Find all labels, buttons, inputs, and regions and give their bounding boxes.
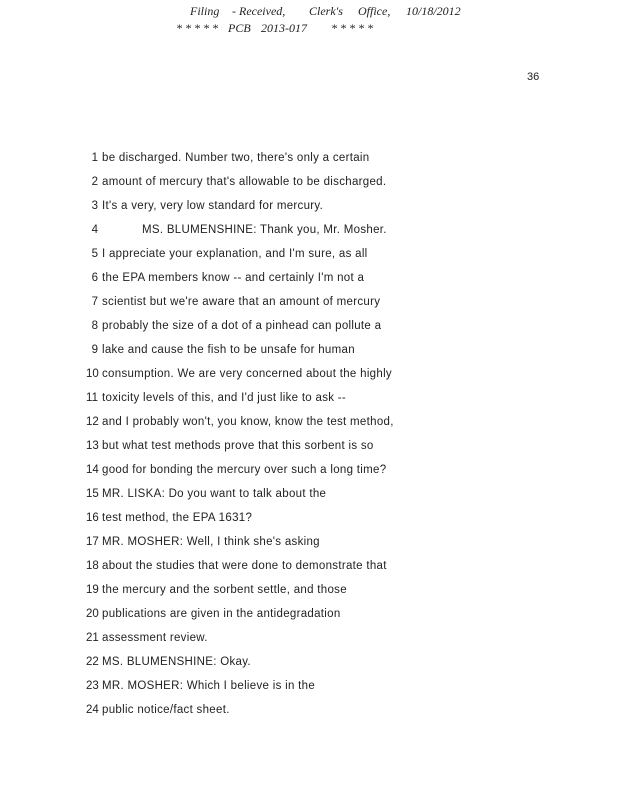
line-number: 18 — [86, 560, 99, 572]
transcript-line — [0, 560, 618, 578]
header-pcb: PCB — [228, 21, 251, 35]
transcript-line — [0, 272, 618, 290]
line-number: 15 — [86, 488, 99, 500]
transcript-line — [0, 200, 618, 218]
transcript-line — [0, 296, 618, 314]
transcript-line — [0, 608, 618, 626]
line-number: 17 — [86, 536, 99, 548]
line-text: public notice/fact sheet. — [102, 704, 230, 716]
line-number: 12 — [86, 416, 99, 428]
filing-header — [0, 4, 618, 20]
line-text: publications are given in the antidegradation — [102, 608, 341, 620]
line-number: 11 — [86, 392, 98, 404]
line-text: MR. MOSHER: Which I believe is in the — [102, 680, 316, 692]
transcript-line — [0, 368, 618, 386]
header-office: Office, — [358, 4, 391, 18]
transcript-line — [0, 512, 618, 530]
line-number: 3 — [91, 200, 98, 212]
transcript-line — [0, 416, 618, 434]
header-case-number: 2013-017 — [261, 21, 307, 35]
header-received: - Received, — [232, 4, 286, 18]
line-number: 10 — [86, 368, 99, 380]
line-text: and I probably won't, you know, know the test method, — [102, 416, 394, 428]
line-number: 4 — [91, 224, 98, 236]
case-header — [0, 21, 618, 37]
line-text: MS. BLUMENSHINE: Okay. — [102, 656, 251, 668]
line-number: 2 — [91, 176, 98, 188]
line-number: 13 — [86, 440, 99, 452]
line-number: 1 — [91, 152, 98, 164]
header-filing: Filing — [190, 4, 220, 18]
transcript-line — [0, 440, 618, 458]
header-stars-right: * * * * * — [331, 21, 373, 35]
transcript-line — [0, 584, 618, 602]
transcript-line — [0, 152, 618, 170]
line-text: I appreciate your explanation, and I'm sure, as all — [102, 248, 368, 260]
line-text: MR. MOSHER: Well, I think she's asking — [102, 536, 320, 548]
line-number: 16 — [86, 512, 99, 524]
line-text: consumption. We are very concerned about the highly — [102, 368, 392, 380]
line-number: 14 — [86, 464, 99, 476]
line-number: 8 — [91, 320, 98, 332]
transcript-line — [0, 224, 618, 242]
transcript-line — [0, 464, 618, 482]
transcript-line — [0, 248, 618, 266]
line-text: amount of mercury that's allowable to be discharged. — [102, 176, 387, 188]
transcript-line — [0, 392, 618, 410]
line-text: about the studies that were done to demonstrate that — [102, 560, 387, 572]
line-number: 19 — [86, 584, 99, 596]
line-number: 22 — [86, 656, 99, 668]
transcript-line — [0, 656, 618, 674]
line-number: 24 — [86, 704, 99, 716]
line-text: be discharged. Number two, there's only a certain — [102, 152, 370, 164]
header-stars-left: * * * * * — [176, 21, 218, 35]
line-text: toxicity levels of this, and I'd just like to ask -- — [102, 392, 347, 404]
transcript-line — [0, 680, 618, 698]
line-text: assessment review. — [102, 632, 208, 644]
line-text: probably the size of a dot of a pinhead can pollute a — [102, 320, 382, 332]
transcript-line — [0, 344, 618, 362]
line-text: scientist but we're aware that an amount of mercury — [102, 296, 381, 308]
transcript-line — [0, 176, 618, 194]
line-number: 20 — [86, 608, 99, 620]
line-text: the EPA members know -- and certainly I'm not a — [102, 272, 365, 284]
line-text: but what test methods prove that this sorbent is so — [102, 440, 374, 452]
line-text: good for bonding the mercury over such a long time? — [102, 464, 387, 476]
line-number: 9 — [91, 344, 98, 356]
line-number: 21 — [86, 632, 99, 644]
header-clerks: Clerk's — [309, 4, 343, 18]
page-number: 36 — [527, 71, 540, 83]
line-number: 6 — [91, 272, 98, 284]
transcript-line — [0, 488, 618, 506]
transcript-line — [0, 704, 618, 722]
transcript-line — [0, 632, 618, 650]
line-number: 5 — [91, 248, 98, 260]
transcript-line — [0, 536, 618, 554]
transcript-line — [0, 320, 618, 338]
line-text: It's a very, very low standard for mercury. — [102, 200, 324, 212]
line-text: the mercury and the sorbent settle, and those — [102, 584, 347, 596]
line-number: 7 — [91, 296, 98, 308]
line-text: MS. BLUMENSHINE: Thank you, Mr. Mosher. — [142, 224, 387, 236]
line-number: 23 — [86, 680, 99, 692]
line-text: MR. LISKA: Do you want to talk about the — [102, 488, 327, 500]
line-text: lake and cause the fish to be unsafe for human — [102, 344, 355, 356]
line-text: test method, the EPA 1631? — [102, 512, 253, 524]
header-date: 10/18/2012 — [406, 4, 461, 18]
